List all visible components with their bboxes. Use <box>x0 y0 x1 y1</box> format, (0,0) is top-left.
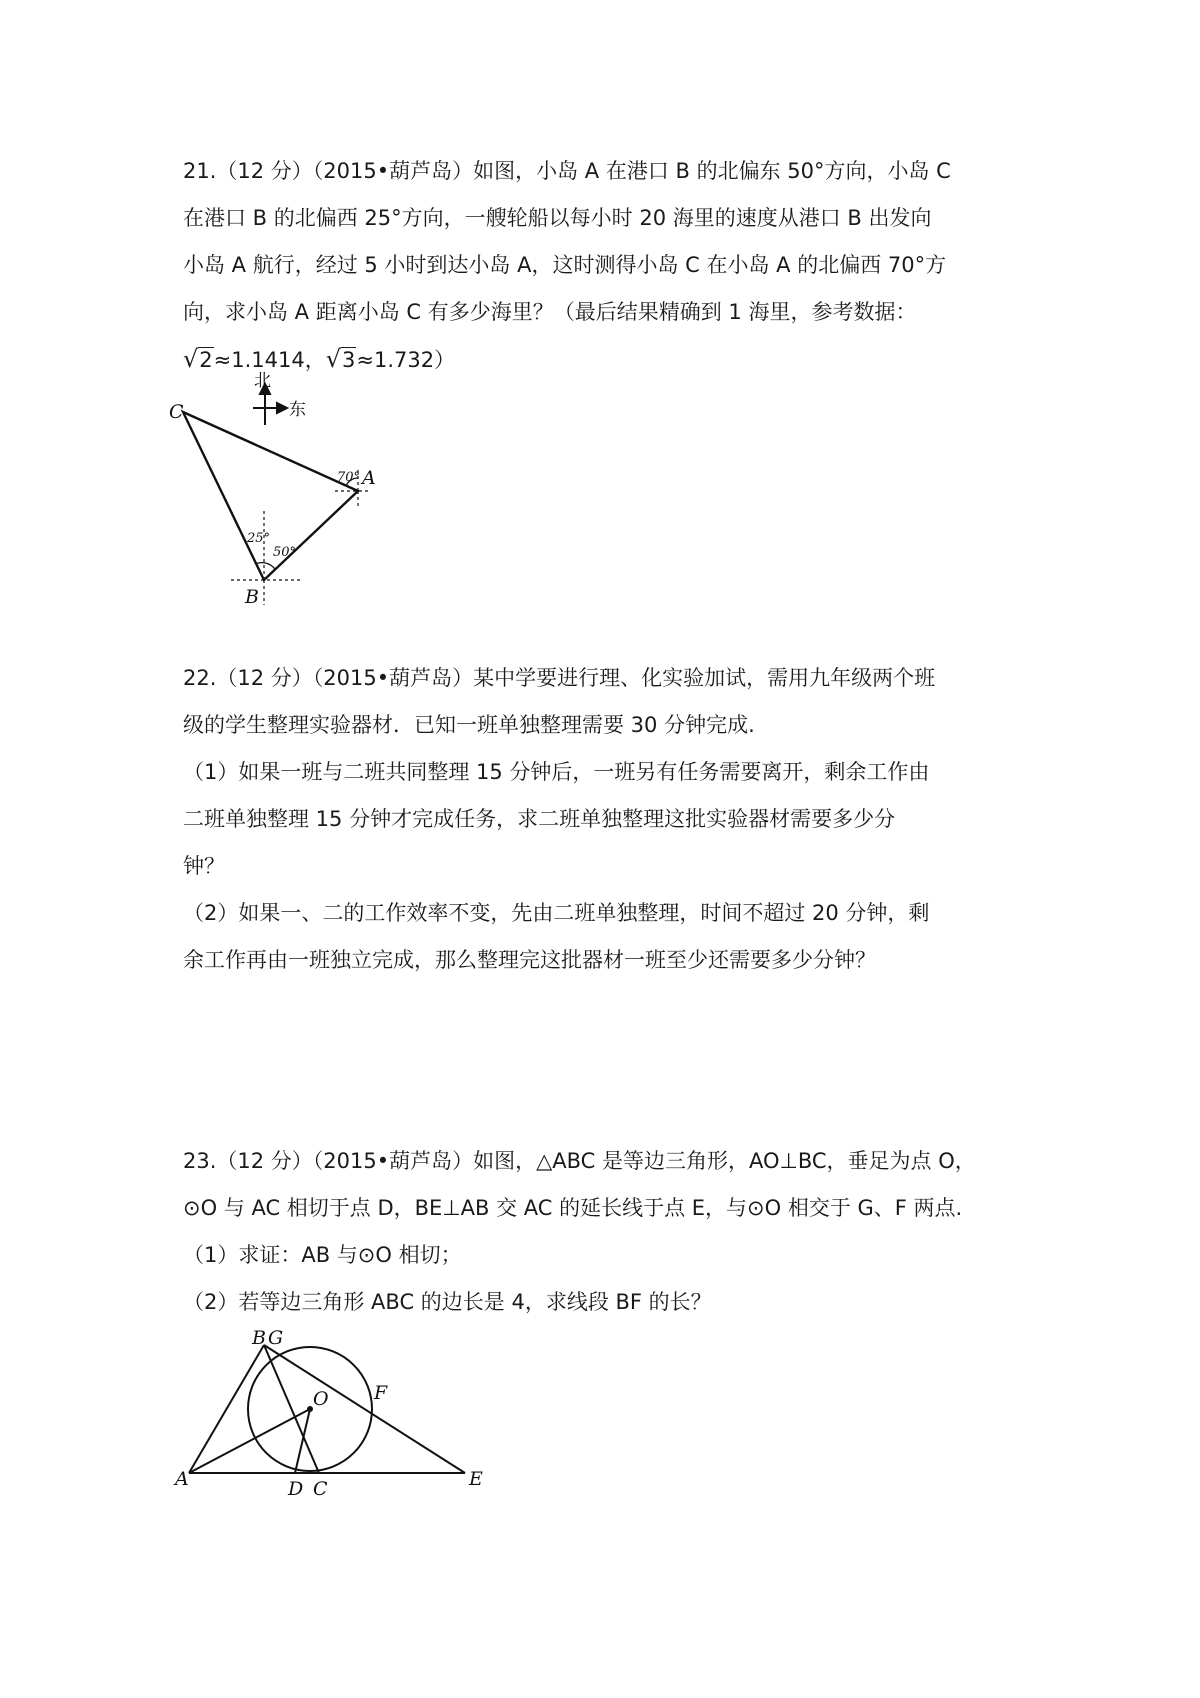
q22-line-6: （2）如果一、二的工作效率不变，先由二班单独整理，时间不超过 20 分钟，剩 <box>183 901 930 925</box>
question-23 <box>183 1138 1043 1326</box>
sqrt-2-value: ≈1.1414， <box>213 348 326 372</box>
label-f: F <box>374 1382 388 1404</box>
q22-line-3: （1）如果一班与二班共同整理 15 分钟后，一班另有任务需要离开，剩余工作由 <box>183 760 930 784</box>
label-d: D <box>288 1478 304 1500</box>
q21-line-3: 小岛 A 航行，经过 5 小时到达小岛 A，这时测得小岛 C 在小岛 A 的北偏西 70°方 <box>183 253 947 277</box>
angle-a-label: 70° <box>337 470 361 485</box>
label-g: G <box>268 1327 284 1349</box>
q23-line-2: ⊙O 与 AC 相切于点 D，BE⊥AB 交 AC 的延长线于点 E，与⊙O 相交于 G、F 两点. <box>183 1196 963 1220</box>
label-e: E <box>469 1468 483 1490</box>
label-a: A <box>362 467 376 489</box>
label-b: B <box>245 586 259 608</box>
question-22 <box>183 655 1043 984</box>
label-c: C <box>169 401 184 423</box>
label-a: A <box>175 1468 189 1490</box>
sqrt-3-value: ≈1.732） <box>356 348 456 372</box>
label-c: C <box>313 1478 328 1500</box>
q21-line-1: 21.（12 分）（2015•葫芦岛）如图，小岛 A 在港口 B 的北偏东 50°方向，小岛 C <box>183 159 951 183</box>
q23-line-1: 23.（12 分）（2015•葫芦岛）如图，△ABC 是等边三角形，AO⊥BC，垂足为点 O， <box>183 1149 976 1173</box>
q21-line-2: 在港口 B 的北偏西 25°方向，一艘轮船以每小时 20 海里的速度从港口 B 出发向 <box>183 206 932 230</box>
q23-line-4: （2）若等边三角形 ABC 的边长是 4，求线段 BF 的长？ <box>183 1290 712 1314</box>
label-o: O <box>313 1388 329 1410</box>
east-label: 东 <box>289 400 306 420</box>
q22-line-1: 22.（12 分）（2015•葫芦岛）某中学要进行理、化实验加试，需用九年级两个班 <box>183 666 936 690</box>
q21-figure <box>169 371 405 610</box>
q23-line-3: （1）求证：AB 与⊙O 相切； <box>183 1243 462 1267</box>
question-21 <box>183 148 1043 384</box>
sqrt-3: √3 <box>325 345 356 373</box>
q22-line-2: 级的学生整理实验器材．已知一班单独整理需要 30 分钟完成. <box>183 713 755 737</box>
angle-b-right-label: 50° <box>273 545 297 560</box>
label-b: B <box>252 1327 266 1349</box>
north-label: 北 <box>254 371 271 391</box>
q21-reference-data <box>183 336 1043 384</box>
q23-figure <box>175 1325 515 1500</box>
angle-b-left-label: 25° <box>247 531 271 546</box>
sqrt-2: √2 <box>183 345 213 373</box>
triangle-cab <box>183 412 361 580</box>
q22-line-4: 二班单独整理 15 分钟才完成任务，求二班单独整理这批实验器材需要多少分 <box>183 807 896 831</box>
q21-line-4: 向，求小岛 A 距离小岛 C 有多少海里？（最后结果精确到 1 海里，参考数据： <box>183 300 917 324</box>
q22-line-5: 钟？ <box>183 854 225 878</box>
q22-line-7: 余工作再由一班独立完成，那么整理完这批器材一班至少还需要多少分钟？ <box>183 948 876 972</box>
